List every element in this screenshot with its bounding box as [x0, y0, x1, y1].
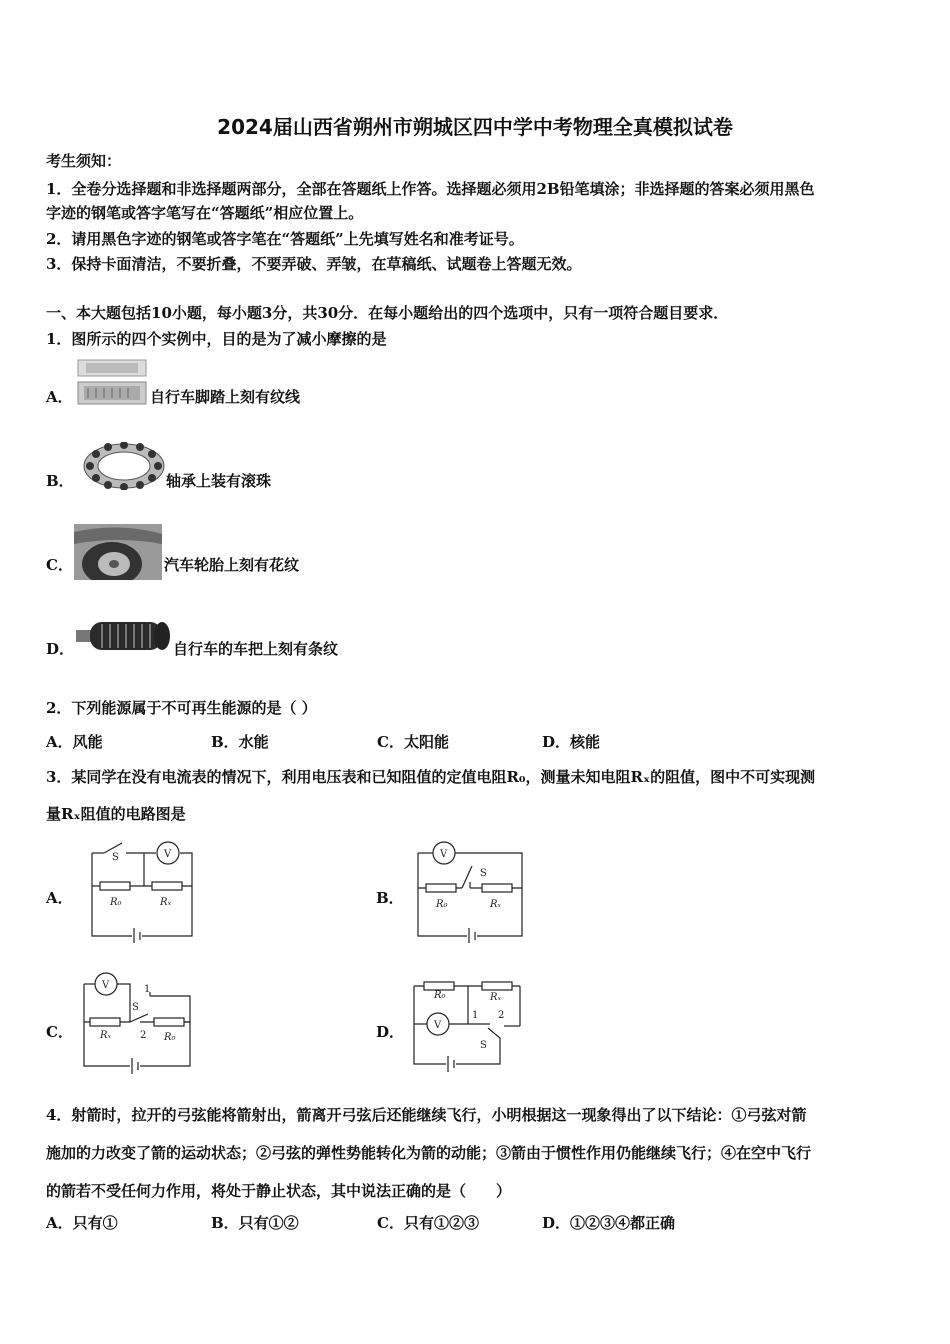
- notice-item-3: 3．保持卡面清洁，不要折叠，不要弄破、弄皱，在草稿纸、试题卷上答题无效。: [46, 255, 582, 273]
- q1-option-b-text: 轴承上装有滚珠: [166, 472, 272, 490]
- q2-stem: 2．下列能源属于不可再生能源的是（ ）: [46, 699, 317, 717]
- ball-bearing-image: [76, 442, 166, 490]
- q2-option-a: A．风能: [46, 733, 103, 751]
- q1-option-b-label: B．: [46, 472, 74, 490]
- q2-option-b: B．水能: [211, 733, 269, 751]
- circuit-b-r0-text: R₀: [436, 899, 448, 910]
- q1-option-d-text: 自行车的车把上刻有条纹: [173, 640, 339, 658]
- q2-option-d: D．核能: [542, 733, 601, 751]
- q1-stem: 1．图所示的四个实例中，目的是为了减小摩擦的是: [46, 330, 387, 348]
- q3-option-c-label: C．: [46, 1023, 73, 1041]
- circuit-b-rx-text: Rₓ: [490, 899, 502, 910]
- q1-option-d-label: D．: [46, 640, 75, 658]
- section-heading: 一、本大题包括10小题，每小题3分，共30分．在每小题给出的四个选项中，只有一项符合题目要求．: [46, 304, 729, 322]
- circuit-d-v-text: V: [434, 1020, 442, 1031]
- q1-option-c-text: 汽车轮胎上刻有花纹: [164, 556, 300, 574]
- circuit-c-2-text: 2: [140, 1030, 147, 1041]
- circuit-c-s-text: S: [132, 1002, 139, 1013]
- q4-option-a: A．只有①: [46, 1214, 118, 1232]
- circuit-diagram-a: [82, 838, 202, 943]
- q2-option-c: C．太阳能: [377, 733, 449, 751]
- q3-option-a-label: A．: [46, 889, 73, 907]
- q4-option-c: C．只有①②③: [377, 1214, 479, 1232]
- q1-option-a-text: 自行车脚踏上刻有纹线: [150, 388, 301, 406]
- q4-option-b: B．只有①②: [211, 1214, 299, 1232]
- circuit-a-rx-text: Rₓ: [160, 897, 172, 908]
- q3-stem-line1: 3．某同学在没有电流表的情况下，利用电压表和已知阻值的定值电阻R₀，测量未知电阻Rₓ的阻值，图中不可实现测: [46, 768, 816, 786]
- notice-item-2: 2．请用黑色字迹的钢笔或答字笔在“答题纸”上先填写姓名和准考证号。: [46, 230, 524, 248]
- q1-option-a-label: A．: [46, 388, 73, 406]
- notice-item-1: 1．全卷分选择题和非选择题两部分，全部在答题纸上作答。选择题必须用2B铅笔填涂；非选择题的答案必须用黑色: [46, 180, 815, 198]
- circuit-a-s-text: S: [112, 852, 119, 863]
- q3-option-b-label: B．: [376, 889, 404, 907]
- q3-stem-line2: 量Rₓ阻值的电路图是: [46, 805, 186, 823]
- circuit-a-r0-text: R₀: [110, 897, 122, 908]
- circuit-diagram-d: [408, 976, 528, 1076]
- q1-option-c-label: C．: [46, 556, 73, 574]
- circuit-d-2-text: 2: [498, 1010, 505, 1021]
- circuit-c-1-text: 1: [144, 984, 151, 995]
- page-title: 2024届山西省朔州市朔城区四中学中考物理全真模拟试卷: [217, 115, 733, 139]
- circuit-a-v-text: V: [164, 849, 172, 860]
- circuit-diagram-b: [412, 838, 532, 943]
- bike-handlebar-image: [76, 612, 172, 658]
- car-tire-image: [74, 524, 162, 580]
- circuit-b-v-text: V: [440, 849, 448, 860]
- circuit-c-r0-text: R₀: [164, 1032, 176, 1043]
- circuit-b-s-text: S: [480, 868, 487, 879]
- circuit-c-rx-text: Rₓ: [100, 1030, 112, 1041]
- circuit-d-s-text: S: [480, 1040, 487, 1051]
- notice-heading: 考生须知：: [46, 152, 122, 170]
- q4-stem-line1: 4．射箭时，拉开的弓弦能将箭射出，箭离开弓弦后还能继续飞行，小明根据这一现象得出了以下结论：①弓弦对箭: [46, 1106, 807, 1124]
- bike-pedal-image: [76, 358, 148, 408]
- q4-stem-line2: 施加的力改变了箭的运动状态；②弓弦的弹性势能转化为箭的动能；③箭由于惯性作用仍能继续飞行；④在空中飞行: [46, 1144, 812, 1162]
- q3-option-d-label: D．: [376, 1023, 405, 1041]
- circuit-d-1-text: 1: [472, 1010, 479, 1021]
- q4-stem-line3: 的箭若不受任何力作用，将处于静止状态，其中说法正确的是（ ）: [46, 1182, 512, 1200]
- notice-item-1-cont: 字迹的钢笔或答字笔写在“答题纸”相应位置上。: [46, 204, 364, 222]
- circuit-d-r0-text: R₀: [434, 990, 446, 1001]
- circuit-d-rx-text: Rₓ: [490, 992, 502, 1003]
- q4-option-d: D．①②③④都正确: [542, 1214, 676, 1232]
- circuit-c-v-text: V: [102, 980, 110, 991]
- circuit-diagram-c: [78, 964, 198, 1076]
